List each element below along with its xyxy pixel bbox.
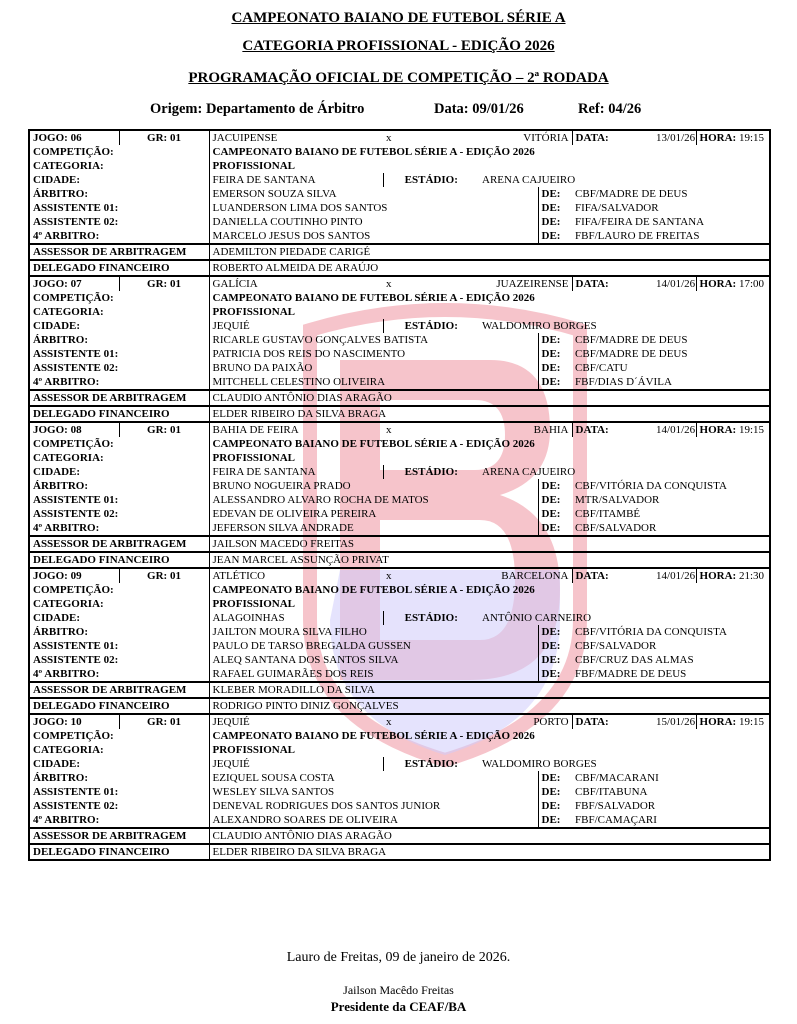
competition-row — [29, 583, 770, 597]
group-number: 01 — [169, 278, 181, 290]
assistant-2-from-label: DE: — [538, 799, 572, 813]
game-number-cell — [29, 568, 119, 583]
fourth-official-row — [29, 813, 770, 828]
city-value: FEIRA DE SANTANA — [209, 173, 383, 187]
category-value: PROFISSIONAL — [209, 451, 770, 465]
match-date: 15/01/26 — [653, 714, 696, 729]
delegate-name: ELDER RIBEIRO DA SILVA BRAGA — [209, 406, 770, 422]
fourth-official-label: 4º ARBITRO: — [29, 667, 209, 682]
game-header-row — [29, 422, 770, 437]
assessor-row — [29, 828, 770, 844]
home-team: GALÍCIA — [209, 276, 383, 291]
category-value: PROFISSIONAL — [209, 159, 770, 173]
assistant-1-from-label: DE: — [538, 639, 572, 653]
fourth-official-name: RAFAEL GUIMARÃES DOS REIS — [212, 668, 374, 680]
delegate-name: JEAN MARCEL ASSUNÇÃO PRIVAT — [209, 552, 770, 568]
competition-row — [29, 291, 770, 305]
category-value: PROFISSIONAL — [209, 743, 770, 757]
assistant-1-label: ASSISTENTE 01: — [29, 347, 209, 361]
category-label: CATEGORIA: — [29, 305, 209, 319]
fourth-official-row — [29, 375, 770, 390]
assistant-1-from: MTR/SALVADOR — [572, 493, 770, 507]
referee-label: ÁRBITRO: — [29, 625, 209, 639]
stadium-value: ANTÔNIO CARNEIRO — [479, 611, 770, 625]
city-row — [29, 757, 770, 771]
assistant-2-name: ALEQ SANTANA DOS SANTOS SILVA — [212, 654, 399, 666]
game-header-row — [29, 130, 770, 145]
fourth-official-from-label: DE: — [538, 521, 572, 536]
referee-from: CBF/MADRE DE DEUS — [572, 187, 770, 201]
assistant-1-from-label: DE: — [538, 347, 572, 361]
city-row — [29, 173, 770, 187]
assistant-2-from: CBF/ITAMBÉ — [572, 507, 770, 521]
competition-value: CAMPEONATO BAIANO DE FUTEBOL SÉRIE A - EDIÇÃO 2026 — [209, 145, 770, 159]
fourth-official-label: 4º ARBITRO: — [29, 521, 209, 536]
competition-row — [29, 729, 770, 743]
versus-mark: x — [383, 130, 479, 145]
assessor-label: ASSESSOR DE ARBITRAGEM — [29, 536, 209, 552]
group-cell — [119, 276, 209, 291]
game-header-row — [29, 714, 770, 729]
group-number: 01 — [169, 132, 181, 144]
assessor-row — [29, 244, 770, 260]
match-date: 14/01/26 — [653, 568, 696, 583]
referee-row — [29, 625, 770, 639]
referee-from: CBF/VITÓRIA DA CONQUISTA — [572, 479, 770, 493]
delegate-name: ROBERTO ALMEIDA DE ARAÚJO — [209, 260, 770, 276]
hour-label: HORA: — [699, 424, 737, 436]
hour-cell — [696, 130, 770, 145]
home-team: JACUIPENSE — [209, 130, 383, 145]
fourth-official-row — [29, 667, 770, 682]
schedule-table — [28, 129, 771, 861]
delegate-label: DELEGADO FINANCEIRO — [29, 698, 209, 714]
assistant-1-label: ASSISTENTE 01: — [29, 639, 209, 653]
city-label: CIDADE: — [29, 757, 209, 771]
fourth-official-from: FBF/LAURO DE FREITAS — [572, 229, 770, 244]
competition-value: CAMPEONATO BAIANO DE FUTEBOL SÉRIE A - EDIÇÃO 2026 — [209, 291, 770, 305]
origin-date: Data: 09/01/26 — [434, 101, 524, 117]
competition-label: COMPETIÇÃO: — [29, 437, 209, 451]
hour-cell — [696, 714, 770, 729]
assessor-name: KLEBER MORADILLO DA SILVA — [209, 682, 770, 698]
assistant-2-from: CBF/CRUZ DAS ALMAS — [572, 653, 770, 667]
date-label: DATA: — [572, 714, 653, 729]
jogo-label: JOGO: — [33, 424, 68, 436]
referee-row — [29, 479, 770, 493]
versus-mark: x — [383, 568, 479, 583]
referee-from-label: DE: — [538, 187, 572, 201]
referee-name: BRUNO NOGUEIRA PRADO — [212, 480, 351, 492]
referee-name: RICARLE GUSTAVO GONÇALVES BATISTA — [212, 334, 429, 346]
game-number: 08 — [70, 424, 82, 436]
city-label: CIDADE: — [29, 173, 209, 187]
assistant-2-label: ASSISTENTE 02: — [29, 653, 209, 667]
game-header-row — [29, 276, 770, 291]
assistant-1-from: CBF/MADRE DE DEUS — [572, 347, 770, 361]
assistant-2-name: EDEVAN DE OLIVEIRA PEREIRA — [212, 508, 377, 520]
referee-from-label: DE: — [538, 479, 572, 493]
date-label: DATA: — [572, 276, 653, 291]
stadium-value: WALDOMIRO BORGES — [479, 319, 770, 333]
game-number: 07 — [70, 278, 82, 290]
title-line-3: PROGRAMAÇÃO OFICIAL DE COMPETIÇÃO – 2ª RODADA — [188, 70, 609, 86]
referee-label: ÁRBITRO: — [29, 771, 209, 785]
away-team: VITÓRIA — [479, 130, 572, 145]
fourth-official-label: 4º ARBITRO: — [29, 375, 209, 390]
versus-mark: x — [383, 422, 479, 437]
assistant-2-row — [29, 653, 770, 667]
assistant-2-row — [29, 215, 770, 229]
game-number-cell — [29, 422, 119, 437]
assistant-1-from-label: DE: — [538, 201, 572, 215]
stadium-label: ESTÁDIO: — [404, 758, 458, 770]
game-number-cell — [29, 130, 119, 145]
date-label: DATA: — [572, 422, 653, 437]
home-team: ATLÉTICO — [209, 568, 383, 583]
assistant-2-label: ASSISTENTE 02: — [29, 215, 209, 229]
group-number: 01 — [169, 570, 181, 582]
assistant-2-label: ASSISTENTE 02: — [29, 507, 209, 521]
hour-cell — [696, 422, 770, 437]
category-row — [29, 305, 770, 319]
origin-ref: Ref: 04/26 — [578, 101, 642, 117]
assistant-1-row — [29, 347, 770, 361]
game-header-row — [29, 568, 770, 583]
referee-name: EMERSON SOUZA SILVA — [212, 188, 337, 200]
assistant-1-from: CBF/SALVADOR — [572, 639, 770, 653]
assessor-name: CLAUDIO ANTÔNIO DIAS ARAGÃO — [209, 828, 770, 844]
group-number: 01 — [169, 716, 181, 728]
assistant-2-name: DANIELLA COUTINHO PINTO — [212, 216, 363, 228]
match-date: 14/01/26 — [653, 276, 696, 291]
referee-label: ÁRBITRO: — [29, 333, 209, 347]
hour-label: HORA: — [699, 132, 737, 144]
game-number: 10 — [70, 716, 82, 728]
assistant-2-name: DENEVAL RODRIGUES DOS SANTOS JUNIOR — [212, 800, 441, 812]
assistant-2-from: FIFA/FEIRA DE SANTANA — [572, 215, 770, 229]
fourth-official-from: CBF/SALVADOR — [572, 521, 770, 536]
category-value: PROFISSIONAL — [209, 597, 770, 611]
gr-label: GR: — [147, 132, 168, 144]
city-row — [29, 611, 770, 625]
fourth-official-row — [29, 229, 770, 244]
competition-value: CAMPEONATO BAIANO DE FUTEBOL SÉRIE A - EDIÇÃO 2026 — [209, 437, 770, 451]
fourth-official-name: MARCELO JESUS DOS SANTOS — [212, 230, 371, 242]
assistant-1-from: FIFA/SALVADOR — [572, 201, 770, 215]
delegate-row — [29, 844, 770, 860]
assistant-2-from-label: DE: — [538, 507, 572, 521]
group-cell — [119, 422, 209, 437]
referee-row — [29, 771, 770, 785]
assistant-1-label: ASSISTENTE 01: — [29, 201, 209, 215]
assistant-1-label: ASSISTENTE 01: — [29, 493, 209, 507]
category-row — [29, 451, 770, 465]
city-value: JEQUIÉ — [209, 757, 383, 771]
gr-label: GR: — [147, 424, 168, 436]
fourth-official-name: ALEXANDRO SOARES DE OLIVEIRA — [212, 814, 398, 826]
fourth-official-label: 4º ARBITRO: — [29, 229, 209, 244]
fourth-official-name: MITCHELL CELESTINO OLIVEIRA — [212, 376, 386, 388]
match-hour: 19:15 — [738, 424, 764, 436]
stadium-label: ESTÁDIO: — [404, 174, 458, 186]
hour-cell — [696, 276, 770, 291]
assistant-2-row — [29, 361, 770, 375]
fourth-official-from-label: DE: — [538, 229, 572, 244]
versus-mark: x — [383, 714, 479, 729]
referee-row — [29, 187, 770, 201]
fourth-official-from-label: DE: — [538, 667, 572, 682]
fourth-official-name: JEFERSON SILVA ANDRADE — [212, 522, 354, 534]
assistant-2-from-label: DE: — [538, 215, 572, 229]
assessor-row — [29, 390, 770, 406]
assistant-2-label: ASSISTENTE 02: — [29, 799, 209, 813]
away-team: JUAZEIRENSE — [479, 276, 572, 291]
stadium-label: ESTÁDIO: — [404, 320, 458, 332]
fourth-official-from: FBF/CAMAÇARI — [572, 813, 770, 828]
hour-label: HORA: — [699, 278, 737, 290]
assessor-label: ASSESSOR DE ARBITRAGEM — [29, 828, 209, 844]
assessor-name: ADEMILTON PIEDADE CARIGÉ — [209, 244, 770, 260]
match-hour: 19:15 — [738, 132, 764, 144]
title-line-2: CATEGORIA PROFISSIONAL - EDIÇÃO 2026 — [242, 38, 555, 54]
city-value: JEQUIÉ — [209, 319, 383, 333]
group-cell — [119, 714, 209, 729]
games-body — [29, 130, 770, 860]
group-number: 01 — [169, 424, 181, 436]
referee-name: JAILTON MOURA SILVA FILHO — [212, 626, 367, 638]
competition-label: COMPETIÇÃO: — [29, 583, 209, 597]
fourth-official-from-label: DE: — [538, 813, 572, 828]
game-number-cell — [29, 276, 119, 291]
fourth-official-from-label: DE: — [538, 375, 572, 390]
assistant-2-name: BRUNO DA PAIXÃO — [212, 362, 313, 374]
jogo-label: JOGO: — [33, 716, 68, 728]
assistant-1-name: LUANDERSON LIMA DOS SANTOS — [212, 202, 388, 214]
city-row — [29, 465, 770, 479]
hour-cell — [696, 568, 770, 583]
referee-label: ÁRBITRO: — [29, 479, 209, 493]
fourth-official-from: FBF/DIAS D´ÁVILA — [572, 375, 770, 390]
origin-department: Origem: Departamento de Árbitro — [150, 101, 365, 117]
group-cell — [119, 130, 209, 145]
referee-from-label: DE: — [538, 333, 572, 347]
jogo-label: JOGO: — [33, 132, 68, 144]
referee-name: EZIQUEL SOUSA COSTA — [212, 772, 335, 784]
match-hour: 21:30 — [738, 570, 764, 582]
assistant-1-row — [29, 493, 770, 507]
city-label: CIDADE: — [29, 465, 209, 479]
city-label: CIDADE: — [29, 611, 209, 625]
place-date: Lauro de Freitas, 09 de janeiro de 2026. — [286, 950, 511, 965]
game-number: 09 — [70, 570, 82, 582]
assistant-1-from-label: DE: — [538, 785, 572, 799]
assessor-label: ASSESSOR DE ARBITRAGEM — [29, 244, 209, 260]
delegate-label: DELEGADO FINANCEIRO — [29, 260, 209, 276]
assistant-2-row — [29, 799, 770, 813]
assessor-name: JAILSON MACEDO FREITAS — [209, 536, 770, 552]
assistant-2-label: ASSISTENTE 02: — [29, 361, 209, 375]
stadium-value: ARENA CAJUEIRO — [479, 173, 770, 187]
referee-from: CBF/MACARANI — [572, 771, 770, 785]
assistant-2-from-label: DE: — [538, 361, 572, 375]
delegate-label: DELEGADO FINANCEIRO — [29, 406, 209, 422]
date-label: DATA: — [572, 130, 653, 145]
gr-label: GR: — [147, 716, 168, 728]
delegate-name: ELDER RIBEIRO DA SILVA BRAGA — [209, 844, 770, 860]
delegate-label: DELEGADO FINANCEIRO — [29, 844, 209, 860]
assistant-1-label: ASSISTENTE 01: — [29, 785, 209, 799]
versus-mark: x — [383, 276, 479, 291]
title-line-1: CAMPEONATO BAIANO DE FUTEBOL SÉRIE A — [231, 10, 566, 26]
delegate-row — [29, 552, 770, 568]
game-number-cell — [29, 714, 119, 729]
gr-label: GR: — [147, 570, 168, 582]
competition-value: CAMPEONATO BAIANO DE FUTEBOL SÉRIE A - EDIÇÃO 2026 — [209, 583, 770, 597]
hour-label: HORA: — [699, 716, 737, 728]
category-label: CATEGORIA: — [29, 597, 209, 611]
category-label: CATEGORIA: — [29, 159, 209, 173]
category-label: CATEGORIA: — [29, 743, 209, 757]
delegate-label: DELEGADO FINANCEIRO — [29, 552, 209, 568]
competition-label: COMPETIÇÃO: — [29, 291, 209, 305]
delegate-name: RODRIGO PINTO DINIZ GONÇALVES — [209, 698, 770, 714]
competition-row — [29, 437, 770, 451]
category-row — [29, 159, 770, 173]
assistant-2-from-label: DE: — [538, 653, 572, 667]
away-team: BARCELONA — [479, 568, 572, 583]
competition-label: COMPETIÇÃO: — [29, 145, 209, 159]
assistant-1-name: PAULO DE TARSO BREGALDA GUSSEN — [212, 640, 411, 652]
competition-row — [29, 145, 770, 159]
assistant-1-from-label: DE: — [538, 493, 572, 507]
signer-name: Jailson Macêdo Freitas — [343, 983, 454, 997]
jogo-label: JOGO: — [33, 570, 68, 582]
assistant-1-name: WESLEY SILVA SANTOS — [212, 786, 335, 798]
referee-from-label: DE: — [538, 771, 572, 785]
referee-from: CBF/VITÓRIA DA CONQUISTA — [572, 625, 770, 639]
match-hour: 19:15 — [738, 716, 764, 728]
group-cell — [119, 568, 209, 583]
assessor-label: ASSESSOR DE ARBITRAGEM — [29, 682, 209, 698]
category-row — [29, 743, 770, 757]
match-hour: 17:00 — [738, 278, 764, 290]
assistant-1-name: PATRICIA DOS REIS DO NASCIMENTO — [212, 348, 406, 360]
assistant-2-row — [29, 507, 770, 521]
delegate-row — [29, 406, 770, 422]
category-row — [29, 597, 770, 611]
city-row — [29, 319, 770, 333]
fourth-official-from: FBF/MADRE DE DEUS — [572, 667, 770, 682]
referee-from-label: DE: — [538, 625, 572, 639]
fourth-official-label: 4º ARBITRO: — [29, 813, 209, 828]
game-number: 06 — [70, 132, 82, 144]
city-value: ALAGOINHAS — [209, 611, 383, 625]
referee-row — [29, 333, 770, 347]
date-label: DATA: — [572, 568, 653, 583]
assessor-name: CLAUDIO ANTÔNIO DIAS ARAGÃO — [209, 390, 770, 406]
jogo-label: JOGO: — [33, 278, 68, 290]
assistant-1-from: CBF/ITABUNA — [572, 785, 770, 799]
delegate-row — [29, 698, 770, 714]
referee-from: CBF/MADRE DE DEUS — [572, 333, 770, 347]
assessor-label: ASSESSOR DE ARBITRAGEM — [29, 390, 209, 406]
competition-label: COMPETIÇÃO: — [29, 729, 209, 743]
home-team: JEQUIÉ — [209, 714, 383, 729]
stadium-label: ESTÁDIO: — [404, 612, 458, 624]
category-label: CATEGORIA: — [29, 451, 209, 465]
delegate-row — [29, 260, 770, 276]
assistant-2-from: CBF/CATU — [572, 361, 770, 375]
assistant-1-row — [29, 201, 770, 215]
stadium-value: WALDOMIRO BORGES — [479, 757, 770, 771]
gr-label: GR: — [147, 278, 168, 290]
category-value: PROFISSIONAL — [209, 305, 770, 319]
city-label: CIDADE: — [29, 319, 209, 333]
fourth-official-row — [29, 521, 770, 536]
competition-value: CAMPEONATO BAIANO DE FUTEBOL SÉRIE A - EDIÇÃO 2026 — [209, 729, 770, 743]
stadium-label: ESTÁDIO: — [404, 466, 458, 478]
referee-label: ÁRBITRO: — [29, 187, 209, 201]
away-team: PORTO — [479, 714, 572, 729]
away-team: BAHIA — [479, 422, 572, 437]
assessor-row — [29, 536, 770, 552]
assistant-1-row — [29, 785, 770, 799]
city-value: FEIRA DE SANTANA — [209, 465, 383, 479]
assistant-1-name: ALESSANDRO ALVARO ROCHA DE MATOS — [212, 494, 429, 506]
assistant-2-from: FBF/SALVADOR — [572, 799, 770, 813]
hour-label: HORA: — [699, 570, 737, 582]
match-date: 13/01/26 — [653, 130, 696, 145]
home-team: BAHIA DE FEIRA — [209, 422, 383, 437]
assistant-1-row — [29, 639, 770, 653]
signer-role: Presidente da CEAF/BA — [330, 999, 467, 1014]
match-date: 14/01/26 — [653, 422, 696, 437]
stadium-value: ARENA CAJUEIRO — [479, 465, 770, 479]
assessor-row — [29, 682, 770, 698]
